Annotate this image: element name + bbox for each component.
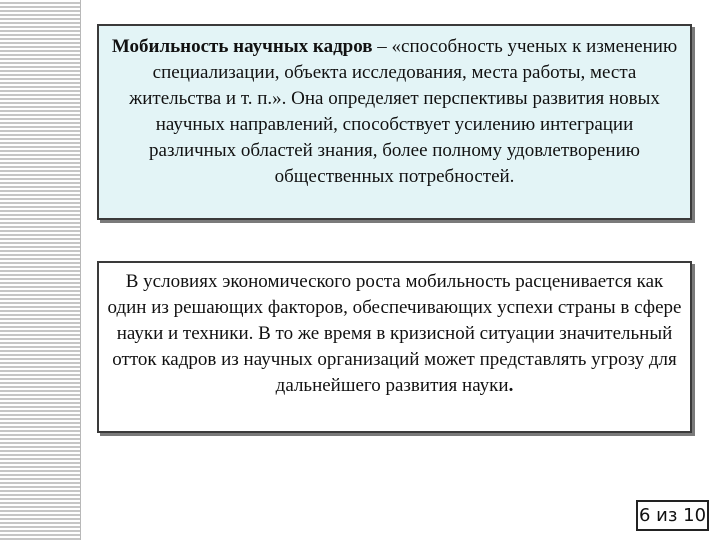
decorative-side-stripe [0,0,81,540]
page-counter: 6 из 10 [636,500,709,531]
growth-text: В условиях экономического роста мобильность расценивается как один из решающих факторов, обеспечивающих успехи страны в сфере науки и техники. В то же время в кризисной ситуации значительный отток кадров из научных организаций может представлять угрозу для дальнейшего развития науки [107,271,682,396]
definition-text: – «способность ученых к изменению специализации, объекта исследования, места работы, места жительства и т. п.». Она определяет перспективы развития новых научных направлений, способствует усилению интеграции различных областей знания, более полному удовлетворению общественных потребностей. [129,36,678,187]
growth-box [97,261,692,433]
definition-box [97,24,692,220]
growth-text-end: . [508,375,514,396]
definition-term: Мобильность научных кадров [111,36,373,57]
